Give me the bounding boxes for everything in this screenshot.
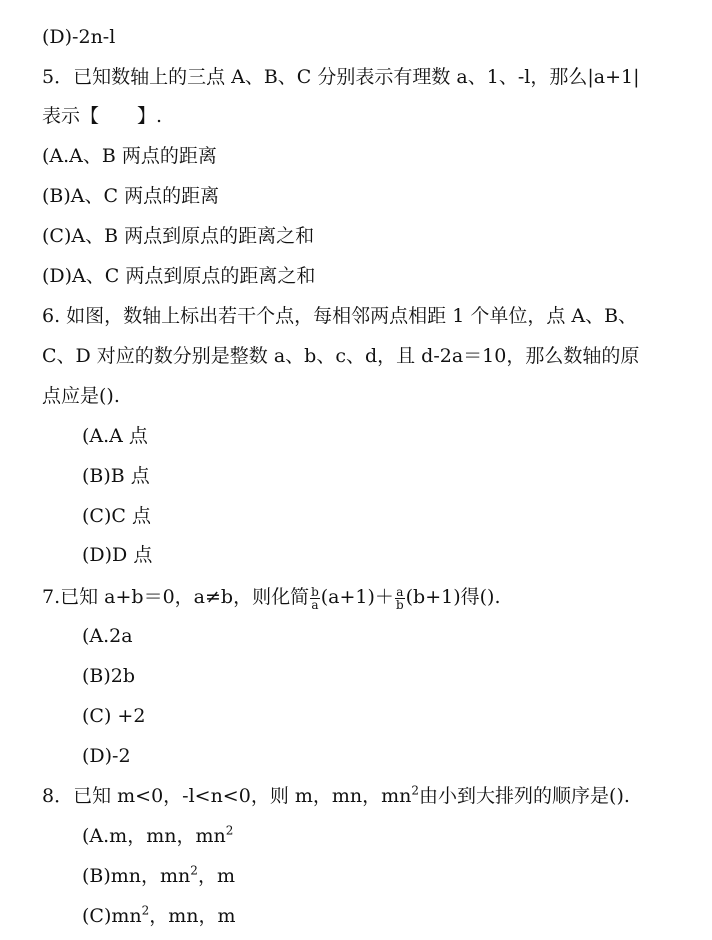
q8-option-a: [82, 821, 233, 851]
q8-option-c-superscript: 2: [141, 903, 150, 918]
q7-suffix: (b+1)得().: [405, 586, 501, 608]
q7-fraction-1-numerator: b: [311, 584, 319, 599]
q8-option-b: [82, 861, 235, 891]
q5-option-c: (C)A、B 两点到原点的距离之和: [42, 225, 315, 247]
q5-option-a: (A.A、B 两点的距离: [42, 145, 217, 167]
q8-superscript: 2: [411, 783, 420, 798]
q8-stem: [42, 781, 630, 811]
q8-option-a-superscript: 2: [225, 823, 234, 838]
q7-option-a: (A.2a: [82, 625, 133, 647]
q7-fraction-2-numerator: a: [396, 584, 404, 599]
q7-mid: (a+1)＋: [320, 586, 394, 608]
q8-text-b: 由小到大排列的顺序是().: [419, 785, 630, 807]
q7-option-d: (D)-2: [82, 745, 131, 767]
q5-option-b: (B)A、C 两点的距离: [42, 185, 220, 207]
q8-option-a-text: (A.m，mn，mn: [82, 825, 226, 847]
q6-option-d: (D)D 点: [82, 544, 153, 566]
q8-option-b-superscript: 2: [190, 863, 198, 878]
q8-option-c-text: (C)mn: [82, 905, 142, 927]
q5-stem-line-2: 表示【 】.: [42, 105, 163, 127]
q4-option-d: (D)-2n-l: [42, 26, 116, 48]
q7-fraction-1: [310, 586, 320, 611]
q8-text-a: 8．已知 m<0，-l<n<0，则 m，mn，mn: [42, 785, 412, 807]
q7-fraction-2: [395, 586, 405, 611]
q7-fraction-2-denominator: b: [395, 597, 404, 612]
q6-option-b: (B)B 点: [82, 465, 150, 487]
q8-option-c: [82, 901, 236, 931]
q8-option-b-tail: ，m: [197, 865, 235, 887]
q7-option-c: (C) +2: [82, 705, 146, 727]
q6-stem-line-2: C、D 对应的数分别是整数 a、b、c、d，且 d-2a＝10，那么数轴的原: [42, 345, 640, 367]
q6-stem-line-1: 6. 如图，数轴上标出若干个点，每相邻两点相距 1 个单位，点 A、B、: [42, 305, 638, 327]
q5-option-d: (D)A、C 两点到原点的距离之和: [42, 265, 316, 287]
q8-option-c-tail: ，mn，m: [149, 905, 236, 927]
q7-option-b: (B)2b: [82, 665, 136, 687]
q6-option-a: (A.A 点: [82, 425, 148, 447]
q8-option-b-text: (B)mn，mn: [82, 865, 191, 887]
q5-stem-line-1: 5．已知数轴上的三点 A、B、C 分别表示有理数 a、1、-l，那么|a+1|: [42, 66, 640, 88]
q7-prefix: 7.已知 a+b＝0，a≠b，则化简: [42, 586, 310, 608]
q6-stem-line-3: 点应是().: [42, 385, 120, 407]
q7-fraction-1-denominator: a: [311, 597, 319, 612]
q6-option-c: (C)C 点: [82, 505, 151, 527]
q7-stem: [42, 582, 501, 612]
